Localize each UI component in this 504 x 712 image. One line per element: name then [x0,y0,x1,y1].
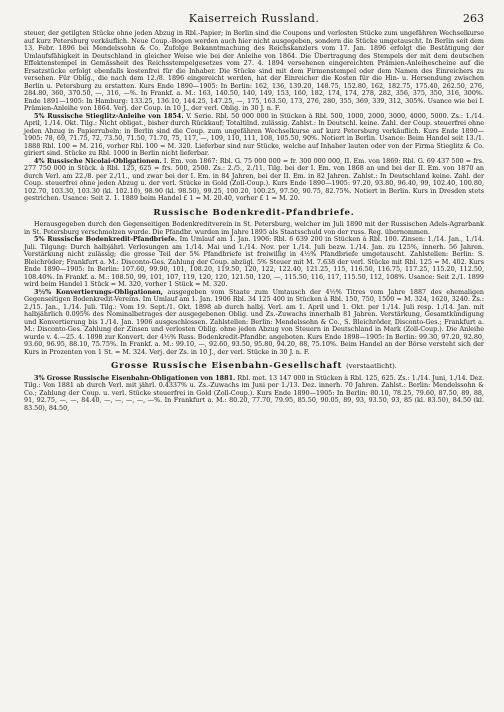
paragraph-text: Im Umlauf am 1. Jan. 1906: Rbl. 6 639 200 in Stücken à Rbl. 100. Zinsen: 1./14. Jan., 1./14. Juli. Tilgung: Durch halbjährl. Verlosungen am 1./14. Mai und 1./14. Nov. per 1./14. Juli bezw. 1./14. Jan. zu 125%, innerh. 56 Jahren. Verstärkung nicht zulässig; die grosse Teil der 5% Pfandbriefe ist freiwillig in 4½% Pfandbriefe umgetauscht. Zahlstellen: Berlin: S. Bleichröder; Frankfurt a. M.: Disconto-Ges. Zahlung der Coup. abzügl. 5% Steuer mit M. 7.638 der verl. Stücke mit Rbl. 125 = M. 402. Kurs Ende 1890—1905: In Berlin: 107.60, 99.90, 101, 108.20, 119.50, 120, 122, 122.40, 121.25, 115, 116.50, 116.75, 117.25, 115.20, 112.50, 108.40%. In Frankf. a. M.: 108.50, 99, 101, 107, 119, 120, 120, 121.50, 120, —, 115.50, 116, 117, 115.50, 112, 108%. Usance: Seit 2./1. 1899 wird beim Handel 1 Stück = M. 320, vorher 1 Stück = M. 320. [24,235,484,288]
paragraph-text: Rbl. met. 13 147 000 in Stücken à Rbl. 125, 625. Zs.: 1./14. Juni, 1./14. Dez. Tilg.: Von 1881 ab durch Verl. mit jährl. 0.4337% u. Zs.-Zuwachs im Juni per 1./13. Dez. innerh. 70 Jahren. Zahlst.: Berlin: Mendelssohn & Co.; Zahlung der Coup. u. verl. Stücke steuerfrei in Gold (Zoll-Coup.). Kurs Ende 1890—1905: In Berlin: 80.10, 78.25, 79.60, 87.50, 89, 88, 91, 92.75, —, —, 84.40, —, —, —, —, —%. In Frankfurt a. M.: 80.20, 77.70, 79.95, 85.50, 90.05, 89, 93, 93.50, 93, 85 (kl. 83.50), 84.50 (kl. 83.50), 84.50, [24,373,484,412]
paragraph [24,158,484,203]
paragraph: Herausgegeben durch den Gegenseitigen Bodenkreditverein in St. Petersburg, welcher im Juli 1890 mit der Russischen Adels-Agrarbank in St. Petersburg verschmolzen wurde. Die Pfandbr. wurden im Jahre 1895 als Staatsschuld von der russ. Reg. übernommen. [24,220,484,236]
subsection-title: 3½% Konvertierungs-Obligationen, [34,287,163,296]
page-header [24,0,484,30]
paragraph-text: V. Serie. Rbl. 50 000 000 in Stücken à Rbl. 500, 1000, 2000, 3000, 4000, 5000. Zs.: 1./14. April, 1./14. Okt. Tilg.: Nicht obligat., bisher durch Rückkauf; Totaltilnd. zulässig. Zahlst.: In Deutschl. keine. Zahl. der Coup. steuerfrei ohne jeden Abzug in Papierrubeln; in Berlin sind die Coup. zum ungefähren Wechselkurse auf kurz Petersburg verkäuflich. Kurs Ende 1890—1905: 78, 69, 71.75, 72, 73.50, 71.50, 71.70, 75, 117, —, 109, 110, 111, 108, 105.50, 90%. Notiert in Berlin. Usance: Beim Handel seit 13./1. 1888 Rbl. 100 = M. 216, vorher Rbl. 100 = M. 320. Lieferbar sind nur Stücke, welche auf Inhaber lauten oder von der Firma Stieglitz & Co. giriert sind. Stücke zu Rbl. 1000 in Berlin nicht lieferbar. [24,111,484,157]
section-heading: Russische Bodenkredit-Pfandbriefe. [153,207,355,218]
subsection-title: 5% Russische Stieglitz-Anleihe von 1854. [34,111,184,120]
paragraph [24,236,484,289]
paragraph [24,375,484,413]
subsection-title: 3% Grosse Russische Eisenbahn-Obligationen von 1881. [34,373,236,382]
section-heading-text: Grosse Russische Eisenbahn-Gesellschaft [111,361,343,371]
paragraph-text: ausgegeben vom Staate zum Umtausch der 4½% Titres vom Jahre 1887 des ehemaligen Gegenseitigen Bodenkredit-Vereins. Im Umlauf am 1. Jan. 1906 Rbl. 34 125 400 in Stücken à Rbl. 150, 750, 1500 = M. 324, 1620, 3240. Zs.: 2./15. Jan., 1./14. Juli. Tilg.: Vom 19. Sept./1. Okt. 1898 ab durch halbj. Verl. am 1. April und 1. Okt. per 1./14. Juli resp. 1./14. Jan. mit halbjährlich 0.095% des Nominalbetrages der ausgegebenen Oblig. und Zs.-Zuwachs innerhalb 81 Jahren. Verstärkung, Gesamtkündigung und Konvertierung bis 1./14. Jan. 1906 ausgeschlossen. Zahlstellen: Berlin: Mendelssohn & Co., S. Bleichröder, Disconto-Ges.; Frankfurt a. M.: Disconto-Ges. Zahlung der Zinsen und verlosten Oblig. ohne jeden Abzug von Steuern in Deutschland in Mark (Zoll-Coup.). Die Anleihe wurde v. 4.—25. 4. 1898 zur Konvert. der 4½% Russ. Bodenkredit-Pfandbr. angeboten. Kurs Ende 1898—1905: In Berlin: 99.30, 97.20, 92.80, 93.60, 96.95, 88.10, 75.75%. In Frankf. a. M.: 99.10, —, 92.60, 93.50, 95.80, 94.20, 88, 75.10%. Beim Handel an der Börse versteht sich der Kurs in Prozenten von 1 St. = M. 324. Verj. der Zs. in 10 J., der verl. Stücke in 30 J. n. F. [24,287,484,356]
body-text [24,30,484,412]
section-heading [24,363,484,371]
running-title: Kaiserreich Russland. [188,12,320,25]
section-heading-suffix: (verstaatlicht). [346,362,397,370]
paragraph [24,289,484,357]
subsection-title: 5% Russische Bodenkredit-Pfandbriefe. [34,235,178,243]
subsection-title: 4% Russische Nicolai-Obligationen. [34,156,162,165]
paragraph-text: I. Em. von 1867: Rbl. G. 75 000 000 = fr. 300 000 000, II. Em. von 1869: Rbl. G. 69 437 500 = frs. 277 750 000 in Stück. à Rbl. 125, 625 = frs. 500, 2500. Zs.: 2./5., 2./11. Tilg. bei der I. Em. von 1868 an und bei der II. Em. von 1870 an durch Verl. am 22./8. per 2./11., und zwar bei der I. Em. in 84 Jahren, bei der II. Em. in 82 Jahren. Zahlst.: In Deutschland keine. Zahl. der Coup. steuerfrei ohne jeden Abzug u. der verl. Stücke in Gold (Zoll-Coup.). Kurs Ende 1890—1905: 97.20, 93.80, 96.40, 99, 102.40, 100.80, 102.70, 103.30, 103.30 (kl. 102.10), 98.90 (kl. 98.50), 99.25, 100.20, 100.25, 97.50, 90.75, 82.75%. Notiert in Berlin. Kurs in Dresden stets gestrichen. Usance: Seit 2. 1. 1889 beim Handel £ 1 = M. 20.40, vorher £ 1 = M. 20. [24,156,484,202]
paragraph [24,113,484,158]
paragraph: steuer, der getilgten Stücke ohne jeden Abzug in Rbl.-Papier; in Berlin sind die Coupons und verlosten Stücke zum ungefähren Wechselkurse auf kurz Petersburg verkäuflich. Neue Coup.-Bogen werden auch hier nicht ausgegeben, sondern die Stücke umgetauscht. In Berlin seit dem 13. Febr. 1896 bei Mendelssohn & Co. Zufolge Bekanntmachung des Reichskanzlers vom 17. Jan. 1896 erfolgt die Bestätigung der Umlaufsfähigkeit in Deutschland in gleicher Weise wie bei der Anleihe von 1864. Die Übertragung des Stempels der mit dem deutschen Effektenstempel in Gemässheit des Reichsstempelgesetzes vom 27. 4. 1894 versehenen eingereichten Prämien-Anleihescheine auf die Ersatzstücke erfolgt ebenfalls kostenfrei für die Inhaber. Die Stücke sind mit dem Firmenstempel oder dem Namen des Einreichers zu versehen. Für Oblig., die nach dem 12./8. 1896 eingereicht werden, hat der Einreicher die Kosten für die Hin- u. Hersendung zwischen Berlin u. Petersburg zu erstatten. Kurs Ende 1890—1905: In Berlin: 162, 136, 139.20, 148.75, 152.80, 162, 182.75, 175.40, 262.50, 276, 284.80, 360, 370.50, —, 316, —%. In Frankf. a. M.: 163, 140.50, 140, 149, 153, 160, 182, 174, 174, 278, 282, 356, 375, 350, 316, 300%. Ende 1891—1905: In Hamburg: 133.25, 136.10, 144.25, 147.25, —, 175, 163.50, 173, 276, 280, 355, 369, 339, 312, 305%. Usance wie bei I. Prämien-Anleihe von 1864. Verj. der Coup. in 10 J., der verl. Oblig. in 30 J. n. F. [24,29,484,112]
page-number: 263 [463,12,484,25]
